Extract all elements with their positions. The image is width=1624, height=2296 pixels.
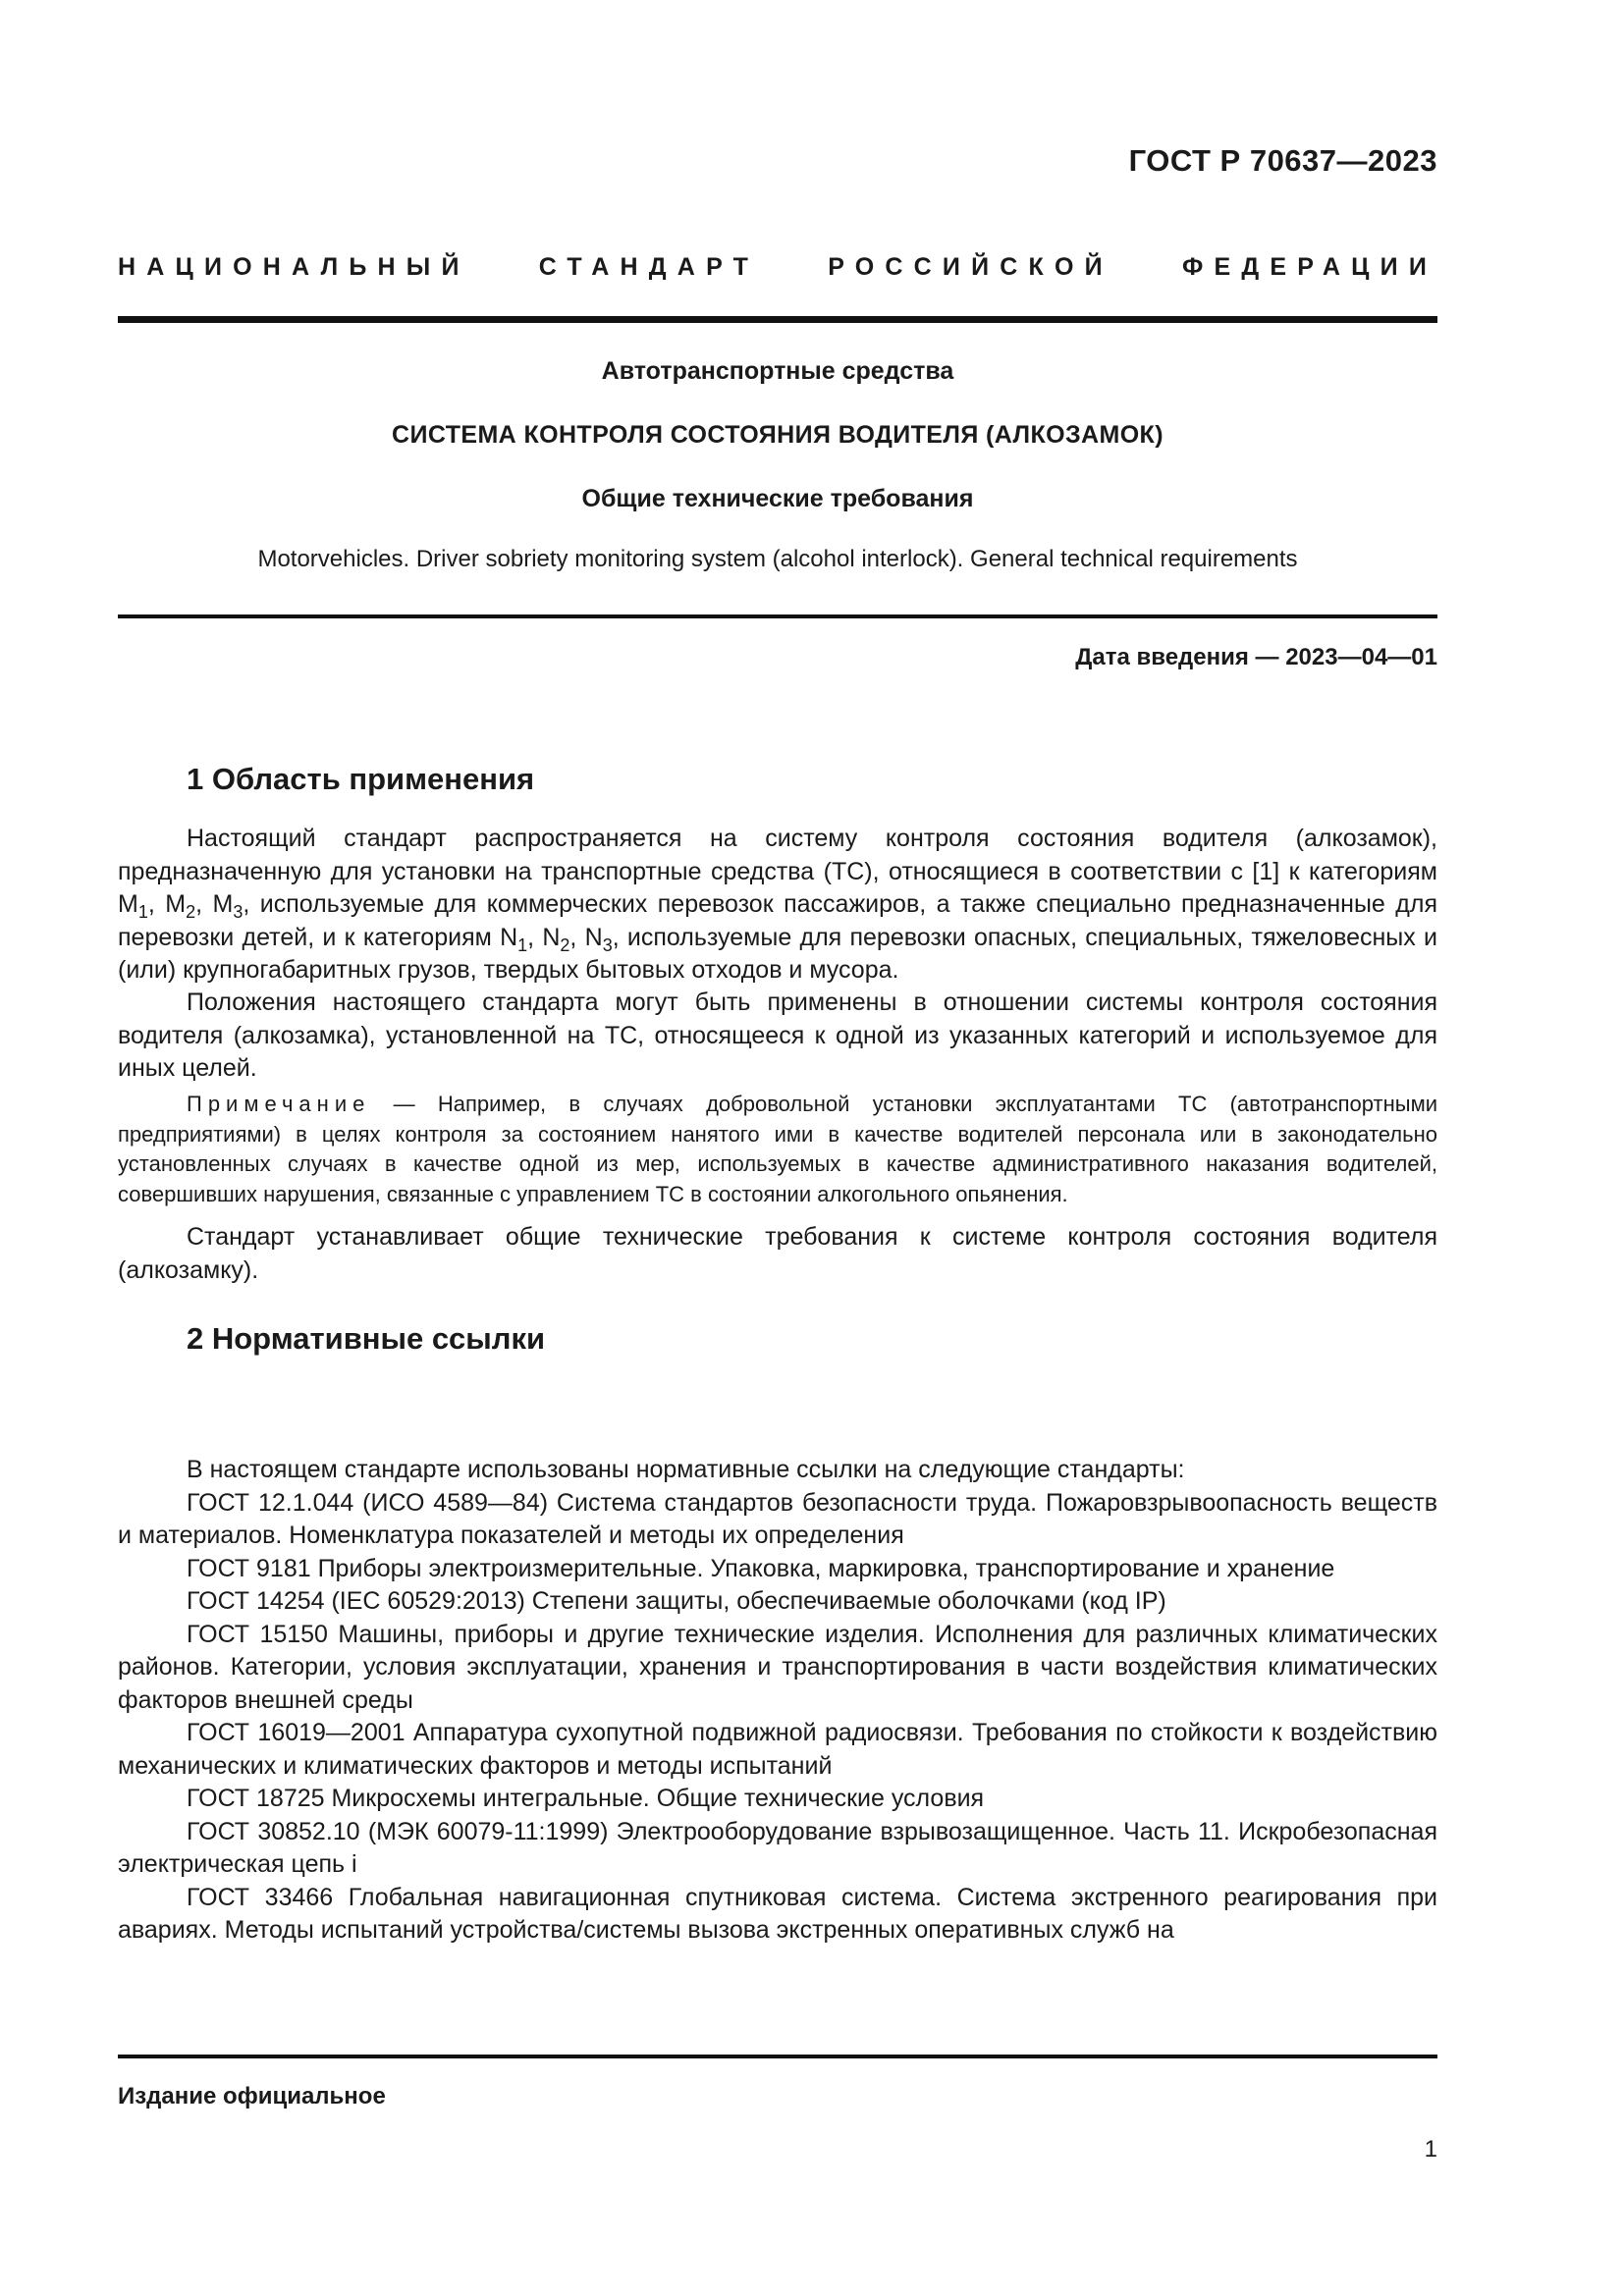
title-subtitle: Общие технические требования	[581, 485, 974, 512]
reference-item: ГОСТ 14254 (IEC 60529:2013) Степени защиты, обеспечиваемые оболочками (код IP)	[187, 1587, 1166, 1615]
reference-item: ГОСТ 30852.10 (МЭК 60079-11:1999) Электрооборудование взрывозащищенное. Часть 11. Искробезопасная электрическая цепь i	[118, 1817, 1437, 1878]
national-standard-heading: НАЦИОНАЛЬНЫЙ СТАНДАРТ РОССИЙСКОЙ ФЕДЕРАЦИИ	[118, 253, 1437, 281]
reference-item: ГОСТ 9181 Приборы электроизмерительные. Упаковка, маркировка, транспортирование и хранение	[187, 1554, 1335, 1582]
title-english: Motorvehicles. Driver sobriety monitoring system (alcohol interlock). General technical requirements	[257, 546, 1298, 572]
normative-references-list	[118, 1454, 1437, 1948]
page-number: 1	[1424, 2136, 1437, 2163]
header-divider	[118, 316, 1437, 323]
reference-item: ГОСТ 33466 Глобальная навигационная спутниковая система. Система экстренного реагирования при авариях. Методы испытаний устройства/системы вызова экстренных оперативных служб на	[118, 1883, 1437, 1944]
references-intro: В настоящем стандарте использованы нормативные ссылки на следующие стандарты:	[187, 1456, 1185, 1483]
section-1-heading: 1 Область применения	[187, 762, 535, 796]
reference-item: ГОСТ 16019—2001 Аппаратура сухопутной подвижной радиосвязи. Требования по стойкости к воздействию механических и климатических факторов и методы испытаний	[118, 1719, 1437, 1780]
title-main: СИСТЕМА КОНТРОЛЯ СОСТОЯНИЯ ВОДИТЕЛЯ (АЛКОЗАМОК)	[392, 421, 1164, 449]
reference-item: ГОСТ 15150 Машины, приборы и другие технические изделия. Исполнения для различных климатических районов. Категории, условия эксплуатации, хранения и транспортирования в части воздействия климатических факторов внешней среды	[118, 1620, 1437, 1714]
reference-item: ГОСТ 12.1.044 (ИСО 4589—84) Система стандартов безопасности труда. Пожаровзрывоопасность веществ и материалов. Номенклатура показателей и методы их определения	[118, 1488, 1437, 1549]
section-1-paragraph-3: Стандарт устанавливает общие технические требования к системе контроля состояния водителя (алкозамку).	[118, 1223, 1437, 1284]
section-2-heading: 2 Нормативные ссылки	[187, 1321, 546, 1356]
section-1-note: Примечание — Например, в случаях добровольной установки эксплуатантами ТС (автотранспортными предприятиями) в целях контроля за состоянием нанятого ими в качестве водителей персонала или в законодательно установленных случаях в качестве одной из мер, используемых в качестве административного наказания водителей, совершивших нарушения, связанные с управлением ТС в состоянии алкогольного опьянения.	[118, 1092, 1437, 1206]
edition-label: Издание официальное	[118, 2083, 386, 2109]
introduction-date: Дата введения — 2023—04—01	[1075, 644, 1437, 670]
section-1-paragraph-2: Положения настоящего стандарта могут быть применены в отношении системы контроля состояния водителя (алкозамка), установленной на ТС, относящееся к одной из указанных категорий и используемое для иных целей.	[118, 988, 1437, 1082]
title-divider	[118, 614, 1437, 618]
document-number: ГОСТ Р 70637—2023	[1128, 143, 1437, 178]
footer-divider	[118, 2055, 1437, 2058]
note-label: Примечание	[187, 1092, 371, 1116]
section-1-paragraph-1: Настоящий стандарт распространяется на систему контроля состояния водителя (алкозамок), предназначенную для установки на транспортные средства (ТС), относящиеся в соответствии с [1] к категориям $M_1$, $M_2$, $M_3$, используемые для коммерческих перевозок пассажиров, а также специально предназначенные для перевозки детей, и к категориям $N_1$, $N_2$, $N_3$, используемые для перевозки опасных, специальных, тяжеловесных и (или) крупногабаритных грузов, твердых бытовых отходов и мусора.	[118, 825, 1438, 984]
title-category: Автотранспортные средства	[601, 357, 954, 385]
reference-item: ГОСТ 18725 Микросхемы интегральные. Общие технические условия	[187, 1785, 985, 1812]
